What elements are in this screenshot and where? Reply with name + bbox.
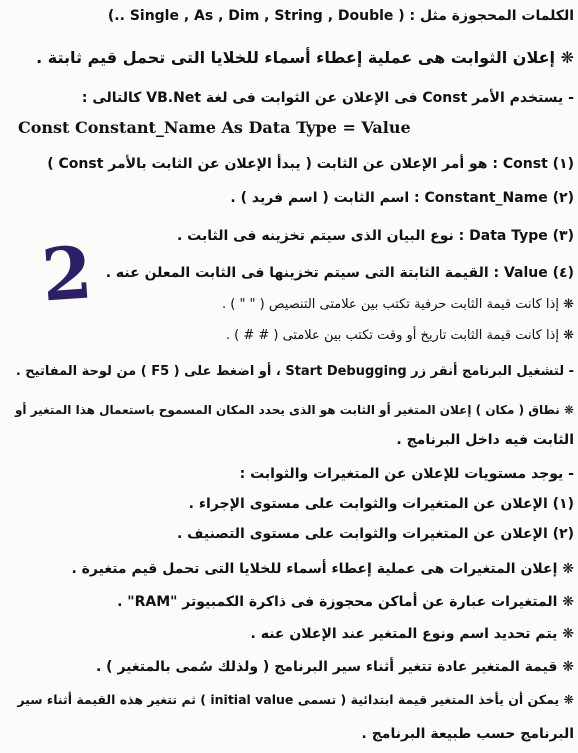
date-constant-note (4, 324, 574, 348)
line-text: قيمة المتغير عادة تتغير أثناء سير البرنامج ( ولذلك سُمى بالمتغير ) . (95, 659, 558, 675)
constants-definition (4, 46, 574, 70)
line-text: المتغيرات عبارة عن أماكن محجوزة فى ذاكرة الكمبيوتر "RAM" . (117, 594, 558, 610)
line-text: البرنامج حسب طبيعة البرنامج . (361, 726, 574, 742)
levels-heading (4, 462, 574, 486)
line-text: (١) الإعلان عن المتغيرات والثوابت على مستوى الإجراء . (188, 496, 574, 512)
line-text: (٢) Constant_Name : اسم الثابت ( اسم فريد ) . (230, 190, 574, 206)
line-text: إذا كانت قيمة الثابت تاريخ أو وقت تكتب بين علامتى ( # # ) . (225, 328, 559, 343)
line-text: Const Constant_Name As Data Type = Value (18, 118, 411, 137)
variables-memory-note (4, 590, 574, 614)
scope-definition-line-1 (4, 398, 574, 422)
run-program-instruction (4, 360, 574, 384)
line-text: (٢) الإعلان عن المتغيرات والثوابت على مستوى التصنيف . (176, 526, 574, 542)
const-usage-intro (4, 86, 574, 110)
line-text: الكلمات المحجوزة مثل : ( Single , As , Dim , String , Double ..) (107, 8, 574, 24)
bullet-icon: ❋ (563, 328, 574, 343)
line-text: (٤) Value : القيمة الثابتة التى سيتم تخزينها فى الثابت المعلن عنه . (105, 265, 574, 281)
line-text: (٣) Data Type : نوع البيان الذى سيتم تخزينه فى الثابت . (176, 228, 574, 244)
const-item-1 (4, 152, 574, 176)
line-text: الثابت فيه داخل البرنامج . (396, 432, 574, 448)
line-text: نطاق ( مكان ) إعلان المتغير أو الثابت هو الذى يحدد المكان المسموح باستعمال هذا المتغير أو (14, 403, 560, 417)
level-item-2 (4, 522, 574, 546)
page-number-mark: 2 (39, 229, 95, 318)
line-text: إعلان المتغيرات هى عملية إعطاء أسماء للخلايا التى تحمل قيم متغيرة . (71, 561, 558, 577)
bullet-icon: ❋ (562, 594, 574, 610)
initial-value-line-2 (4, 722, 574, 746)
const-syntax (18, 116, 574, 140)
line-text: - يوجد مستويات للإعلان عن المتغيرات والثوابت : (239, 466, 574, 482)
line-text: - لتشغيل البرنامج أنقر زر Start Debugging ، أو اضغط على ( F5 ) من لوحة المفاتيح . (15, 364, 574, 379)
bullet-icon: ❋ (562, 626, 574, 642)
variable-name-type-note (4, 622, 574, 646)
bullet-icon: ❋ (563, 297, 574, 312)
bullet-icon: ❋ (562, 659, 574, 675)
initial-value-line-1 (4, 688, 574, 712)
bullet-icon: ❋ (560, 48, 574, 67)
const-item-2 (4, 186, 574, 210)
bullet-icon: ❋ (562, 561, 574, 577)
scope-definition-line-2 (4, 428, 574, 452)
level-item-1 (4, 492, 574, 516)
line-text: (١) Const : هو أمر الإعلان عن الثابت ( يبدأ الإعلان عن الثابت بالأمر Const ) (47, 156, 574, 172)
bullet-icon: ❋ (563, 692, 574, 707)
variable-value-changes-note (4, 655, 574, 679)
line-text: إذا كانت قيمة الثابت حرفية تكتب بين علامتى التنصيص ( " " ) . (221, 297, 559, 312)
line-text: - يستخدم الأمر Const فى الإعلان عن الثوابت فى لغة VB.Net كالتالى : (81, 90, 574, 106)
line-text: إعلان الثوابت هى عملية إعطاء أسماء للخلايا التى تحمل قيم ثابتة . (36, 48, 556, 67)
line-text: يتم تحديد اسم ونوع المتغير عند الإعلان عنه . (250, 626, 558, 642)
line-text: يمكن أن يأخذ المتغير قيمة ابتدائية ( تسمى initial value ) ثم تتغير هذه القيمة أثناء سير (17, 692, 560, 707)
reserved-words-line (4, 4, 574, 28)
bullet-icon: ❋ (563, 403, 574, 417)
variables-definition (4, 557, 574, 581)
